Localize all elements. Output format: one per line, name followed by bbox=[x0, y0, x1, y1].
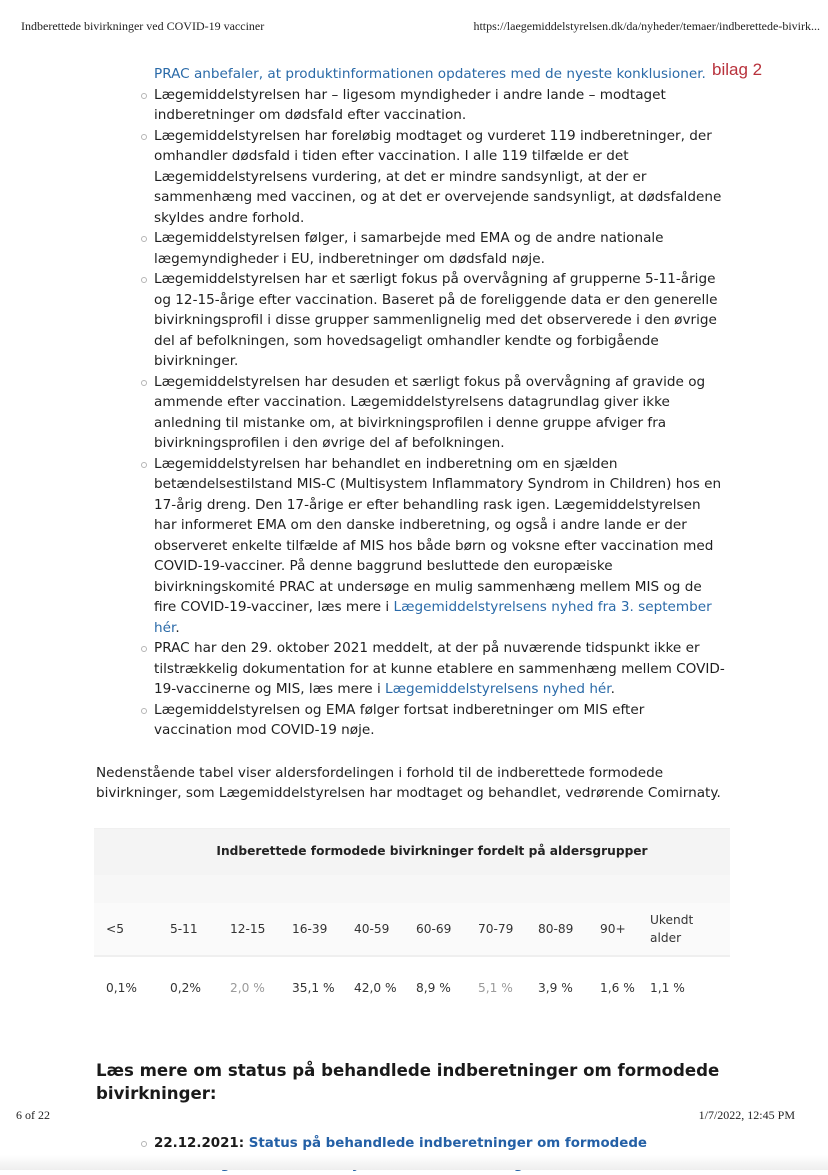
table-cell: 0,2% bbox=[170, 980, 201, 995]
table-header-row bbox=[94, 903, 730, 957]
news-link-sept[interactable]: Lægemiddelstyrelsens nyhed fra 3. september hér bbox=[154, 599, 712, 636]
list-item: PRAC har den 29. oktober 2021 meddelt, at der på nuværende tidspunkt ikke er tilstrækkelig dokumentation for at kunne etablere en sammenhæng mellem COVID-19-vaccinerne og MIS, læs mere i Lægemiddelstyrelsens nyhed hér. bbox=[154, 638, 726, 700]
list-item: Lægemiddelstyrelsen har desuden et særligt fokus på overvågning af gravide og ammende efter vaccination. Lægemiddelstyrelsens datagrundlag giver ikke anledning til mistanke om, at bivirkningsprofilen i denne gruppe afviger fra bivirkningsprofilen i den øvrige del af befolkningen. bbox=[154, 372, 726, 454]
news-link-oct[interactable]: Lægemiddelstyrelsens nyhed hér bbox=[385, 681, 611, 697]
table-intro-paragraph: Nedenstående tabel viser aldersfordelingen i forhold til de indberettede formodede bivirkninger, som Lægemiddelstyrelsen har modtaget og behandlet, vedrørende Comirnaty. bbox=[96, 764, 721, 801]
scan-edge bbox=[0, 1155, 828, 1170]
list-item: Lægemiddelstyrelsen følger, i samarbejde med EMA og de andre nationale lægemyndigheder i EU, indberetninger om dødsfald nøje. bbox=[154, 228, 726, 269]
table-header-cell: 60-69 bbox=[416, 921, 452, 936]
table-cell: 1,6 % bbox=[600, 980, 635, 995]
table-header-cell: 5-11 bbox=[170, 921, 198, 936]
table-header-cell: 12-15 bbox=[230, 921, 266, 936]
table-header-cell: 70-79 bbox=[478, 921, 514, 936]
print-timestamp: 1/7/2022, 12:45 PM bbox=[698, 1108, 795, 1122]
table-header-cell: 40-59 bbox=[354, 921, 390, 936]
table-row bbox=[94, 957, 730, 1019]
table-cell: 2,0 % bbox=[230, 980, 265, 995]
table-cell: 3,9 % bbox=[538, 980, 573, 995]
annotation-stamp: bilag 2 bbox=[712, 60, 763, 79]
article-body bbox=[96, 64, 726, 1175]
table-spacer bbox=[94, 875, 730, 903]
table-header-cell: Ukendt alder bbox=[650, 912, 694, 945]
print-header-title: Indberettede bivirkninger ved COVID-19 vacciner bbox=[21, 19, 265, 33]
table-cell: 35,1 % bbox=[292, 980, 335, 995]
table-header-cell: 90+ bbox=[600, 921, 626, 936]
lead-line: PRAC anbefaler, at produktinformationen opdateres med de nyeste konklusioner. bbox=[154, 66, 706, 82]
read-more-heading: Læs mere om status på behandlede indberetninger om formodede bivirkninger: bbox=[96, 1060, 720, 1103]
list-item: Lægemiddelstyrelsen og EMA følger fortsat indberetninger om MIS efter vaccination mod COVID-19 nøje. bbox=[154, 700, 726, 741]
table-cell: 5,1 % bbox=[478, 980, 513, 995]
table-cell: 8,9 % bbox=[416, 980, 451, 995]
table-header-cell: 16-39 bbox=[292, 921, 328, 936]
list-item: Lægemiddelstyrelsen har foreløbig modtaget og vurderet 119 indberetninger, der omhandler dødsfald i tiden efter vaccination. I alle 119 tilfælde er det Lægemiddelstyrelsens vurdering, at det er mindre sandsynligt, at der er sammenhæng med vaccinen, og at det er overvejende sandsynligt, at dødsfaldene skyldes andre forhold. bbox=[154, 126, 726, 229]
status-link-week51[interactable]: Status på behandlede indberetninger om formodede bbox=[248, 1135, 648, 1151]
table-caption: Indberettede formodede bivirkninger fordelt på aldersgrupper bbox=[94, 829, 730, 875]
table-cell: 42,0 % bbox=[354, 980, 397, 995]
print-header-url: https://laegemiddelstyrelsen.dk/da/nyheder/temaer/indberettede-bivirk... bbox=[473, 19, 820, 33]
table-cell: 0,1% bbox=[106, 980, 137, 995]
table-header-cell: 80-89 bbox=[538, 921, 574, 936]
status-date: 22.12.2021: bbox=[154, 1135, 245, 1151]
table-header-cell: <5 bbox=[106, 921, 124, 936]
table-cell: 1,1 % bbox=[650, 980, 685, 995]
page-number: 6 of 22 bbox=[16, 1108, 50, 1122]
list-item: Lægemiddelstyrelsen har et særligt fokus på overvågning af grupperne 5-11-årige og 12-15-årige efter vaccination. Baseret på de foreliggende data er den generelle bivirkningsprofil i disse grupper sammenlignelig med det observerede i den øvrige del af befolkningen, som hovedsageligt omhandler kendte og forbigående bivirkninger. bbox=[154, 269, 726, 372]
bullet-list bbox=[96, 85, 726, 741]
list-item: Lægemiddelstyrelsen har – ligesom myndigheder i andre lande – modtaget indberetninger om dødsfald efter vaccination. bbox=[154, 85, 726, 126]
list-item: Lægemiddelstyrelsen har behandlet en indberetning om en sjælden betændelsestilstand MIS-C (Multisystem Inflammatory Syndrom in Children) hos en 17-årig dreng. Den 17-årige er efter behandling rask igen. Lægemiddelstyrelsen har informeret EMA om den danske indberetning, og også i andre lande er der observeret enkelte tilfælde af MIS hos både børn og voksne efter vaccination med COVID-19-vacciner. På denne baggrund besluttede den europæiske bivirkningskomité PRAC at undersøge en mulig sammenhæng mellem MIS og de fire COVID-19-vacciner, læs mere i Lægemiddelstyrelsens nyhed fra 3. september hér. bbox=[154, 454, 726, 639]
age-distribution-table bbox=[94, 828, 730, 1019]
